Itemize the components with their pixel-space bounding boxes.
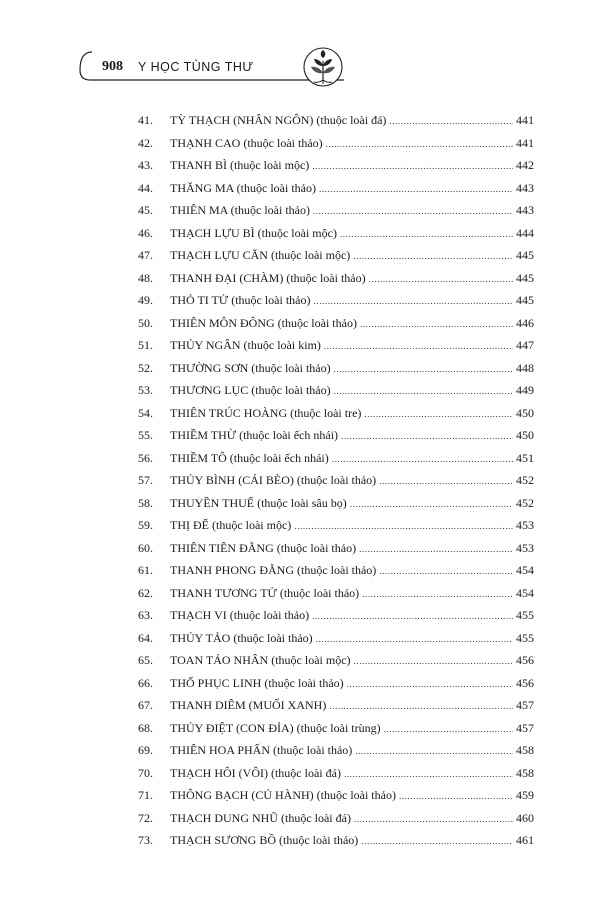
entry-number: 55. [138, 428, 153, 442]
dot-leader [354, 814, 513, 824]
dot-leader [379, 476, 513, 486]
entry-title: THỦY ĐIỆT (CON ĐỈA) (thuộc loài trùng) [170, 720, 381, 735]
entry-title: THIÊN MA (thuộc loài thảo) [170, 203, 310, 217]
dot-leader [332, 454, 513, 464]
entry-page: 454 [516, 563, 534, 577]
entry-title: THIỀM TÔ (thuộc loài ếch nhái) [170, 450, 329, 465]
entry-title: THIỀM THỪ (thuộc loài ếch nhái) [170, 428, 339, 442]
entry-title: THỦY TẢO (thuộc loài thảo) [170, 630, 313, 645]
entry-number: 69. [138, 743, 153, 757]
entry-page: 450 [516, 428, 534, 442]
dot-leader [360, 319, 513, 329]
entry-page: 449 [516, 383, 534, 397]
dot-leader [334, 364, 513, 374]
toc-entry [138, 113, 534, 136]
entry-number: 63. [138, 608, 153, 622]
entry-page: 452 [516, 473, 534, 487]
dot-leader [362, 589, 513, 599]
table-of-contents [138, 113, 534, 856]
entry-number: 71. [138, 788, 153, 802]
dot-leader [350, 499, 513, 509]
entry-number: 50. [138, 315, 153, 330]
entry-number: 47. [138, 248, 153, 262]
entry-title: THẠCH LỰU BÌ (thuộc loài mộc) [170, 225, 337, 240]
toc-entry [138, 451, 534, 474]
toc-entry [138, 181, 534, 204]
entry-page: 457 [516, 698, 534, 712]
entry-number: 41. [138, 113, 153, 127]
dot-leader [354, 656, 513, 666]
entry-title: THƯỜNG SƠN (thuộc loài thảo) [170, 360, 331, 375]
entry-number: 62. [138, 585, 153, 600]
entry-number: 46. [138, 225, 153, 240]
entry-page: 448 [516, 360, 534, 375]
entry-page: 441 [516, 135, 534, 150]
entry-page: 455 [516, 630, 534, 645]
entry-number: 65. [138, 653, 153, 667]
entry-number: 67. [138, 698, 153, 712]
entry-page: 455 [516, 608, 534, 622]
dot-leader [316, 634, 513, 644]
dot-leader [344, 769, 513, 779]
entry-page: 453 [516, 518, 534, 532]
dot-leader [389, 116, 513, 126]
entry-page: 446 [516, 315, 534, 330]
toc-entry [138, 496, 534, 519]
toc-entry [138, 631, 534, 654]
toc-entry [138, 608, 534, 631]
entry-title: THIÊN HOA PHẤN (thuộc loài thảo) [170, 743, 353, 757]
entry-title: THANH TƯƠNG TỬ (thuộc loài thảo) [170, 585, 360, 600]
entry-number: 53. [138, 383, 153, 397]
entry-page: 458 [516, 743, 534, 757]
toc-entry [138, 676, 534, 699]
dot-leader [359, 544, 513, 554]
entry-page: 460 [516, 810, 534, 825]
toc-entry [138, 271, 534, 294]
dot-leader [361, 836, 513, 846]
dot-leader [326, 139, 513, 149]
entry-title: THANH BÌ (thuộc loài mộc) [170, 158, 310, 172]
entry-page: 454 [516, 585, 534, 600]
dot-leader [340, 229, 513, 239]
entry-title: THẠCH DUNG NHŨ (thuộc loài đá) [170, 810, 351, 825]
entry-number: 58. [138, 495, 153, 510]
entry-title: THĂNG MA (thuộc loài thảo) [170, 180, 316, 195]
entry-title: THIÊN MÔN ĐÔNG (thuộc loài thảo) [170, 315, 357, 330]
dot-leader [314, 296, 513, 306]
entry-number: 43. [138, 158, 153, 172]
entry-page: 444 [516, 225, 534, 240]
toc-entry [138, 653, 534, 676]
entry-page: 451 [516, 450, 534, 465]
toc-entry [138, 743, 534, 766]
entry-title: THẠCH SƯƠNG BỒ (thuộc loài thảo) [170, 833, 359, 847]
entry-title: THANH PHONG ĐẰNG (thuộc loài thảo) [170, 563, 377, 577]
dot-leader [294, 521, 513, 531]
entry-title: THÔNG BẠCH (CỦ HÀNH) (thuộc loài thảo) [170, 788, 396, 802]
entry-title: THUYỀN THUẾ (thuộc loài sâu bọ) [170, 495, 347, 510]
entry-title: THANH ĐẠI (CHÀM) (thuộc loài thảo) [170, 270, 366, 285]
entry-title: TOAN TÁO NHÂN (thuộc loài mộc) [170, 653, 351, 667]
entry-title: THỊ ĐẾ (thuộc loài mộc) [170, 518, 292, 532]
dot-leader [355, 746, 513, 756]
toc-entry [138, 788, 534, 811]
entry-number: 60. [138, 540, 153, 555]
entry-number: 48. [138, 270, 153, 285]
toc-entry [138, 563, 534, 586]
entry-page: 452 [516, 495, 534, 510]
entry-title: THƯƠNG LỤC (thuộc loài thảo) [170, 383, 331, 397]
dot-leader [364, 409, 513, 419]
toc-entry [138, 811, 534, 834]
entry-page: 443 [516, 180, 534, 195]
entry-number: 72. [138, 810, 153, 825]
toc-entry [138, 338, 534, 361]
entry-title: THẠCH HÔI (VÔI) (thuộc loài đá) [170, 765, 341, 780]
herb-plant-icon [302, 46, 344, 88]
entry-number: 66. [138, 675, 153, 690]
toc-entry [138, 203, 534, 226]
entry-number: 61. [138, 563, 153, 577]
entry-number: 51. [138, 338, 153, 352]
entry-title: THỦY BÌNH (CÁI BÈO) (thuộc loài thảo) [170, 473, 377, 487]
dot-leader [312, 161, 513, 171]
toc-entry [138, 136, 534, 159]
dot-leader [399, 791, 513, 801]
dot-leader [334, 386, 513, 396]
toc-entry [138, 721, 534, 744]
dot-leader [341, 431, 513, 441]
entry-title: THỎ TI TỬ (thuộc loài thảo) [170, 293, 311, 307]
entry-number: 54. [138, 405, 153, 420]
entry-title: TỲ THẠCH (NHÂN NGÔN) (thuộc loài đá) [170, 113, 387, 127]
entry-title: THANH DIÊM (MUỐI XANH) [170, 698, 327, 712]
entry-number: 70. [138, 765, 153, 780]
entry-number: 42. [138, 135, 153, 150]
toc-entry [138, 428, 534, 451]
dot-leader [379, 566, 513, 576]
entry-page: 441 [516, 113, 534, 127]
dot-leader [313, 206, 513, 216]
dot-leader [324, 341, 513, 351]
toc-entry [138, 833, 534, 856]
toc-entry [138, 158, 534, 181]
entry-title: THIÊN TRÚC HOÀNG (thuộc loài tre) [170, 405, 362, 420]
dot-leader [312, 611, 513, 621]
entry-number: 59. [138, 518, 153, 532]
dot-leader [319, 184, 513, 194]
entry-page: 459 [516, 788, 534, 802]
entry-page: 443 [516, 203, 534, 217]
toc-entry [138, 766, 534, 789]
entry-page: 453 [516, 540, 534, 555]
entry-number: 68. [138, 720, 153, 735]
toc-entry [138, 361, 534, 384]
toc-entry [138, 406, 534, 429]
toc-entry [138, 316, 534, 339]
dot-leader [369, 274, 513, 284]
entry-number: 57. [138, 473, 153, 487]
page-number: 908 [102, 59, 123, 74]
entry-page: 445 [516, 293, 534, 307]
entry-title: THỦY NGÂN (thuộc loài kim) [170, 338, 321, 352]
entry-title: THẠCH VI (thuộc loài thảo) [170, 608, 310, 622]
toc-entry [138, 248, 534, 271]
entry-page: 461 [516, 833, 534, 847]
dot-leader [347, 679, 513, 689]
entry-page: 442 [516, 158, 534, 172]
entry-title: THỔ PHỤC LINH (thuộc loài thảo) [170, 675, 344, 690]
entry-number: 44. [138, 180, 153, 195]
entry-number: 52. [138, 360, 153, 375]
entry-page: 445 [516, 270, 534, 285]
dot-leader [353, 251, 513, 261]
toc-entry [138, 698, 534, 721]
entry-page: 456 [516, 675, 534, 690]
entry-number: 49. [138, 293, 153, 307]
dot-leader [384, 724, 513, 734]
entry-page: 450 [516, 405, 534, 420]
toc-entry [138, 226, 534, 249]
book-title: Y HỌC TÙNG THƯ [138, 60, 254, 74]
toc-entry [138, 293, 534, 316]
entry-number: 73. [138, 833, 153, 847]
entry-number: 56. [138, 450, 153, 465]
entry-page: 456 [516, 653, 534, 667]
toc-entry [138, 586, 534, 609]
toc-entry [138, 518, 534, 541]
entry-page: 457 [516, 720, 534, 735]
entry-title: THIÊN TIÊN ĐẰNG (thuộc loài thảo) [170, 540, 357, 555]
dot-leader [329, 701, 513, 711]
entry-number: 64. [138, 630, 153, 645]
toc-entry [138, 541, 534, 564]
toc-entry [138, 473, 534, 496]
toc-entry [138, 383, 534, 406]
entry-title: THẠCH LỰU CĂN (thuộc loài mộc) [170, 248, 351, 262]
entry-page: 458 [516, 765, 534, 780]
entry-number: 45. [138, 203, 153, 217]
entry-title: THẠNH CAO (thuộc loài thảo) [170, 135, 323, 150]
entry-page: 445 [516, 248, 534, 262]
entry-page: 447 [516, 338, 534, 352]
